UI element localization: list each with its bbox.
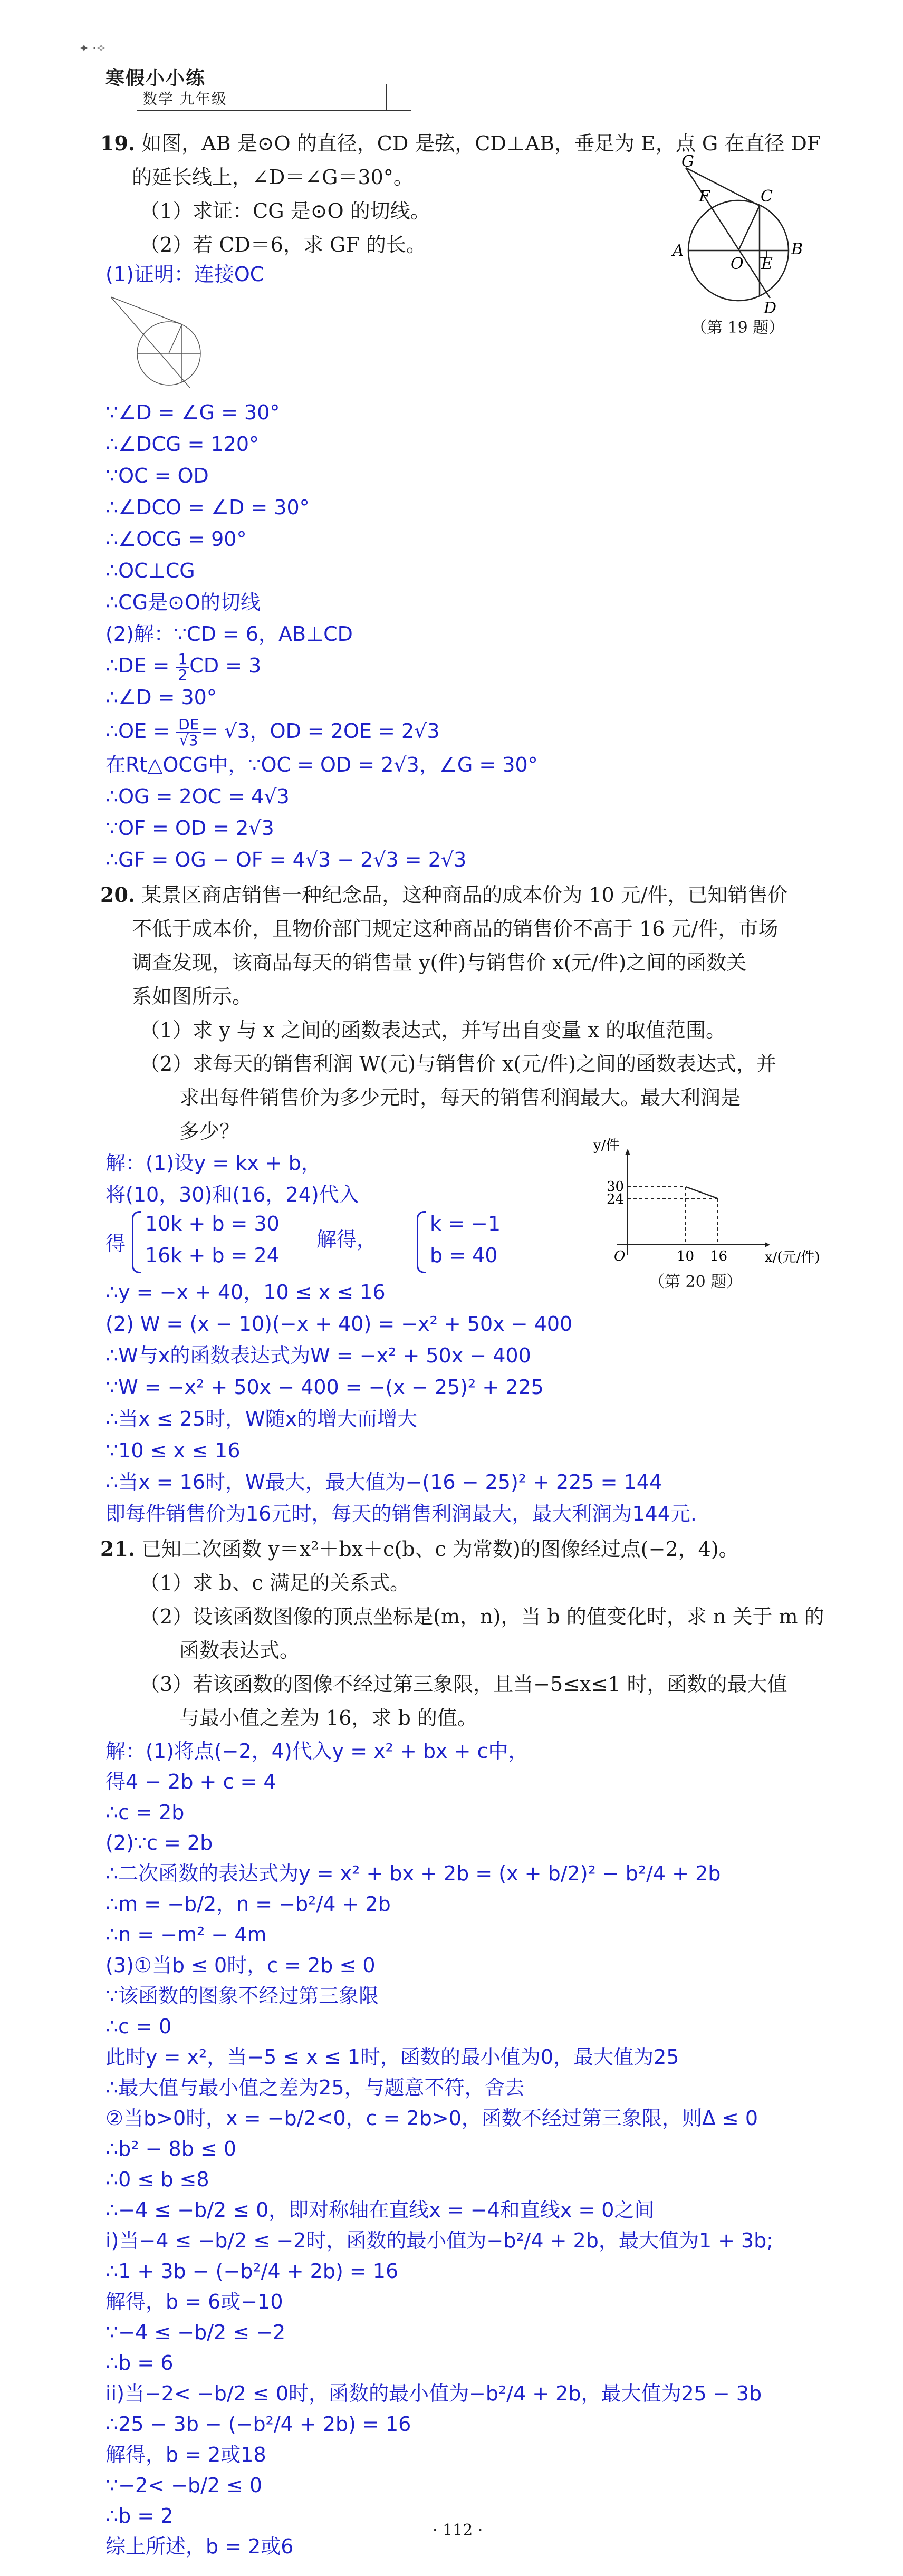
a21-line-22: ii)当−2< −b/2 ≤ 0时，函数的最小值为−b²/4 + 2b，最大值为25 − 3b: [105, 2382, 762, 2405]
fig19-label-o: O: [731, 255, 744, 273]
a20-line-10: ∴当x = 16时，W最大，最大值为−(16 − 25)² + 225 = 144: [105, 1470, 662, 1494]
graph20-origin: O: [614, 1248, 626, 1264]
a20-system-brace-2: [417, 1211, 426, 1273]
a20-line-8: ∴当x ≤ 25时，W随x的增大而增大: [105, 1407, 418, 1430]
q20-stem-text-1: 某景区商店销售一种纪念品，这种商品的成本价为 10 元/件，已知销售价: [141, 883, 788, 907]
a20-line-11: 即每件销售价为16元时，每天的销售利润最大，最大利润为144元.: [105, 1502, 697, 1525]
a20-system-brace-1: [132, 1211, 141, 1273]
a21-line-17: i)当−4 ≤ −b/2 ≤ −2时，函数的最小值为−b²/4 + 2b，最大值为1 + 3b;: [105, 2229, 774, 2252]
a21-line-26: ∴b = 2: [105, 2504, 174, 2527]
graph20-xtick-16: 16: [710, 1248, 728, 1264]
q21-part-3b: 与最小值之差为 16，求 b 的值。: [179, 1706, 477, 1729]
a19-line-5: ∴∠DCO = ∠D = 30°: [105, 496, 310, 519]
a19-line-9: (2)解：∵CD = 6，AB⊥CD: [105, 622, 353, 646]
graph20-ytick-24: 24: [607, 1191, 625, 1207]
a21-line-15: ∴0 ≤ b ≤8: [105, 2168, 209, 2191]
graph20-xlabel: x/(元/件): [765, 1249, 820, 1265]
a21-line-9: ∵该函数的图象不经过第三象限: [105, 1984, 379, 2007]
a21-line-10: ∴c = 0: [105, 2015, 172, 2038]
a21-line-20: ∵−4 ≤ −b/2 ≤ −2: [105, 2321, 286, 2344]
a19-line-16: ∴GF = OG − OF = 4√3 − 2√3 = 2√3: [105, 848, 467, 871]
a20-line-4: ∴y = −x + 40，10 ≤ x ≤ 16: [105, 1281, 386, 1304]
q20-part-2a: （2）求每天的销售利润 W(元)与销售价 x(元/件)之间的函数表达式，并: [140, 1052, 776, 1075]
fig19-label-g: G: [681, 152, 694, 171]
q20-stem-2: 不低于成本价，且物价部门规定这种商品的销售价不高于 16 元/件，市场: [132, 917, 779, 940]
q21-part-2a: （2）设该函数图像的顶点坐标是(m，n)，当 b 的值变化时，求 n 关于 m 的: [140, 1605, 824, 1628]
a19-line-8: ∴CG是⊙O的切线: [105, 591, 261, 614]
a20-solution-2: b = 40: [430, 1244, 498, 1267]
a21-line-1: 解：(1)将点(−2，4)代入y = x² + bx + c中，: [105, 1739, 529, 1763]
a21-line-14: ∴b² − 8b ≤ 0: [105, 2137, 237, 2160]
header-subject: 数学 九年级: [142, 90, 227, 108]
a19-line-7: ∴OC⊥CG: [105, 559, 195, 582]
fig19-label-f: F: [699, 187, 710, 206]
a20-line-3: 得: [105, 1232, 126, 1255]
a20-line-2: 将(10，30)和(16，24)代入: [105, 1183, 359, 1206]
q19-number: 19.: [100, 131, 136, 155]
a21-line-27: 综上所述，b = 2或6: [105, 2535, 294, 2558]
a21-line-19: 解得，b = 6或−10: [105, 2290, 283, 2313]
a21-line-4: (2)∵c = 2b: [105, 1831, 213, 1854]
q20-stem-3: 调查发现，该商品每天的销售量 y(件)与销售价 x(元/件)之间的函数关: [132, 951, 747, 974]
a20-line-1: 解：(1)设y = kx + b，: [105, 1151, 321, 1175]
a19-line-1: (1)证明：连接OC: [105, 263, 264, 286]
a21-line-3: ∴c = 2b: [105, 1801, 185, 1824]
a21-line-23: ∴25 − 3b − (−b²/4 + 2b) = 16: [105, 2412, 411, 2436]
graph20-ylabel: y/件: [593, 1138, 620, 1154]
q19-caption: （第 19 题）: [691, 319, 785, 337]
a20-line-9: ∵10 ≤ x ≤ 16: [105, 1439, 241, 1462]
a21-line-13: ②当b>0时，x = −b/2<0，c = 2b>0，函数不经过第三象限，则Δ ≤ 0: [105, 2107, 758, 2130]
q20-part-2b: 求出每件销售价为多少元时，每天的销售利润最大。最大利润是: [179, 1086, 741, 1109]
q21-part-2b: 函数表达式。: [179, 1639, 300, 1662]
q19-part-2: （2）若 CD＝6，求 GF 的长。: [140, 233, 426, 256]
q20-stem-1: [100, 878, 788, 912]
a19-line-12: ∴OE = $\frac{DE}{√3}$ = √3，OD = 2OE = 2√3: [105, 715, 440, 749]
a19-line-6: ∴∠OCG = 90°: [105, 527, 247, 551]
q20-graph: [591, 1139, 823, 1266]
q20-part-1: （1）求 y 与 x 之间的函数表达式，并写出自变量 x 的取值范围。: [140, 1018, 726, 1042]
a19-line-4: ∵OC = OD: [105, 464, 209, 487]
a21-line-12: ∴最大值与最小值之差为25，与题意不符，舍去: [105, 2076, 525, 2099]
graph20-ytick-30: 30: [607, 1179, 625, 1195]
a20-system-eq-2: 16k + b = 24: [145, 1244, 280, 1267]
page-number: · 112 ·: [433, 2521, 483, 2540]
a21-line-25: ∵−2< −b/2 ≤ 0: [105, 2474, 263, 2497]
q20-stem-4: 系如图所示。: [132, 985, 253, 1008]
q19-stem-2: 的延长线上，∠D＝∠G＝30°。: [132, 166, 414, 189]
a19-line-11: ∴∠D = 30°: [105, 686, 217, 709]
a20-line-5: (2) W = (x − 10)(−x + 40) = −x² + 50x − 400: [105, 1312, 573, 1335]
a21-line-24: 解得，b = 2或18: [105, 2443, 266, 2466]
a21-line-11: 此时y = x²，当−5 ≤ x ≤ 1时，函数的最小值为0，最大值为25: [105, 2045, 679, 2069]
header-brand: 寒假小小练: [105, 67, 206, 89]
q19-part-1: （1）求证：CG 是⊙O 的切线。: [140, 199, 430, 223]
a19-line-3: ∴∠DCG = 120°: [105, 432, 260, 456]
fig19-label-c: C: [761, 187, 773, 206]
a20-system-eq-1: 10k + b = 30: [145, 1212, 280, 1235]
decorative-stars-icon: ✦ ·✧: [79, 42, 106, 55]
q19-figure: [670, 152, 807, 318]
a19-line-2: ∵∠D = ∠G = 30°: [105, 401, 280, 424]
q21-stem-1: [100, 1532, 739, 1566]
graph20-xtick-10: 10: [677, 1248, 695, 1264]
a21-line-7: ∴n = −m² − 4m: [105, 1923, 267, 1946]
q21-part-3a: （3）若该函数的图像不经过第三象限，且当−5≤x≤1 时，函数的最大值: [140, 1673, 787, 1696]
a21-line-16: ∴−4 ≤ −b/2 ≤ 0，即对称轴在直线x = −4和直线x = 0之间: [105, 2198, 655, 2222]
a19-line-10: ∴DE = $\frac{1}{2}$ CD = 3: [105, 650, 262, 684]
a21-line-8: (3)①当b ≤ 0时，c = 2b ≤ 0: [105, 1954, 376, 1977]
a21-line-2: 得4 − 2b + c = 4: [105, 1770, 276, 1793]
q21-stem-text-1: 已知二次函数 y＝x²＋bx＋c(b、c 为常数)的图像经过点(−2，4)。: [141, 1537, 739, 1561]
a20-solve-label: 解得，: [316, 1228, 377, 1251]
a20-line-7: ∵W = −x² + 50x − 400 = −(x − 25)² + 225: [105, 1376, 544, 1399]
q21-number: 21.: [100, 1537, 136, 1561]
q19-stem-text-1: 如图，AB 是⊙O 的直径，CD 是弦，CD⊥AB，垂足为 E，点 G 在直径 DF: [141, 132, 821, 155]
fig19-label-a: A: [673, 242, 684, 260]
header: [84, 53, 327, 111]
fig19-label-e: E: [761, 255, 773, 273]
a19-sketch: [105, 293, 232, 393]
a20-solution-1: k = −1: [430, 1212, 501, 1235]
a19-line-13: 在Rt△OCG中，∵OC = OD = 2√3，∠G = 30°: [105, 753, 538, 776]
a21-line-21: ∴b = 6: [105, 2351, 174, 2375]
a19-line-15: ∵OF = OD = 2√3: [105, 816, 274, 840]
fig19-label-d: D: [764, 299, 777, 318]
q19-stem-1: [100, 127, 821, 160]
q20-caption: （第 20 题）: [649, 1273, 743, 1291]
q20-part-2c: 多少？: [179, 1120, 240, 1143]
fig19-label-b: B: [791, 240, 803, 258]
q21-part-1: （1）求 b、c 满足的关系式。: [140, 1571, 410, 1594]
header-rule: [137, 110, 411, 111]
a21-line-5: ∴二次函数的表达式为y = x² + bx + 2b = (x + b/2)² − b²/4 + 2b: [105, 1862, 721, 1885]
q20-number: 20.: [100, 883, 136, 907]
header-divider: [386, 84, 387, 110]
a20-line-6: ∴W与x的函数表达式为W = −x² + 50x − 400: [105, 1344, 531, 1367]
a21-line-6: ∴m = −b/2，n = −b²/4 + 2b: [105, 1892, 391, 1916]
a21-line-18: ∴1 + 3b − (−b²/4 + 2b) = 16: [105, 2260, 399, 2283]
a19-line-14: ∴OG = 2OC = 4√3: [105, 785, 290, 808]
